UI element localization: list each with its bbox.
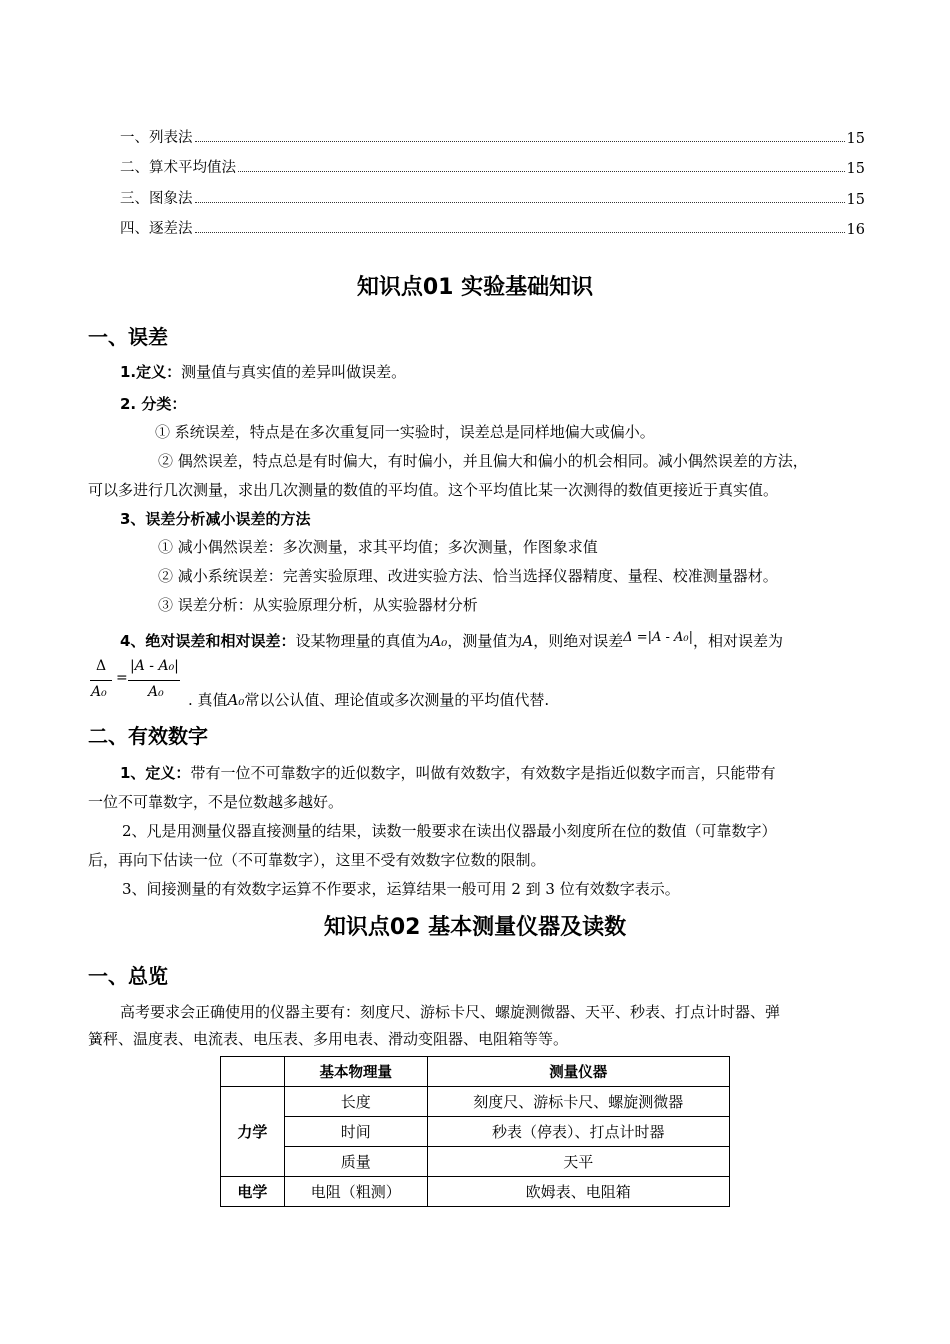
header-category	[221, 1057, 285, 1087]
toc-entry[interactable]	[120, 147, 865, 178]
overview-text-2: 簧秤、温度表、电流表、电压表、多用电表、滑动变阻器、电阻箱等等。	[88, 1030, 569, 1048]
true-value-note	[188, 690, 549, 710]
sig-fig-label: 1、定义：	[120, 764, 191, 782]
toc-entry[interactable]	[120, 116, 865, 147]
method-item-3: ③ 误差分析：从实验原理分析，从实验器材分析	[158, 596, 478, 614]
toc-page-number: 15	[846, 161, 865, 177]
quantity-cell: 长度	[284, 1087, 427, 1117]
section-title-basics: 知识点01 实验基础知识	[356, 275, 594, 300]
table-header-row	[221, 1057, 730, 1087]
fraction-numerator-abs: |A - A₀|	[130, 658, 179, 674]
random-error-text-2: 可以多进行几次测量，求出几次测量的数值的平均值。这个平均值比某一次测得的数值更接近于真实值。	[88, 481, 779, 499]
sig-fig-definition-2: 一位不可靠数字，不是位数越多越好。	[88, 793, 344, 811]
instrument-cell: 刻度尺、游标卡尺、螺旋测微器	[427, 1087, 729, 1117]
error-definition	[120, 362, 406, 382]
fraction-denominator: A₀	[91, 684, 107, 700]
random-error-text-1: ② 偶然误差，特点总是有时偏大，有时偏小，并且偏大和偏小的机会相同。减小偶然误差的方法，	[158, 452, 808, 470]
abs-error-text-c: ，则绝对误差	[533, 632, 624, 650]
true-value-symbol: A₀	[227, 691, 245, 709]
table-row	[221, 1177, 730, 1207]
overview-text-1: 高考要求会正确使用的仪器主要有：刻度尺、游标卡尺、螺旋测微器、天平、秒表、打点计时器、弹	[120, 1003, 781, 1021]
abs-error-text-b: ，测量值为	[447, 632, 523, 650]
quantity-cell: 质量	[284, 1147, 427, 1177]
category-electricity: 电学	[221, 1177, 285, 1207]
definition-label: 1.定义：	[120, 363, 182, 381]
table-row	[221, 1087, 730, 1117]
sig-fig-definition-1	[120, 763, 775, 783]
toc-page-number: 15	[846, 130, 865, 147]
method-label: 3、误差分析减小误差的方法	[120, 510, 311, 528]
equals-sign: =	[116, 670, 128, 686]
category-mechanics: 力学	[221, 1087, 285, 1177]
toc-label: 三、图象法	[120, 190, 193, 207]
measured-value-symbol: A	[522, 632, 534, 650]
table-of-contents	[120, 116, 865, 238]
method-item-1: ① 减小偶然误差：多次测量，求其平均值；多次测量，作图象求值	[158, 538, 598, 556]
relative-error-fraction	[88, 658, 188, 704]
toc-page-number: 16	[846, 222, 865, 238]
systematic-error-text: ① 系统误差，特点是在多次重复同一实验时，误差总是同样地偏大或偏小。	[155, 423, 655, 441]
quantity-cell: 时间	[284, 1117, 427, 1147]
abs-error-label: 4、绝对误差和相对误差：	[120, 632, 296, 650]
toc-label: 二、算术平均值法	[120, 160, 236, 176]
sig-fig-text: 带有一位不可靠数字的近似数字，叫做有效数字，有效数字是指近似数字而言，只能带有	[190, 764, 776, 782]
absolute-relative-error	[120, 631, 783, 653]
method-item-2: ② 减小系统误差：完善实验原理、改进实验方法、恰当选择仪器精度、量程、校准测量器材。	[158, 567, 778, 585]
instrument-table	[220, 1056, 730, 1207]
fraction-bar	[90, 680, 112, 681]
heading-significant-figures: 二、有效数字	[88, 724, 208, 748]
toc-page-number: 15	[846, 191, 865, 208]
fraction-numerator-delta: Δ	[96, 658, 107, 674]
toc-entry[interactable]	[120, 177, 865, 208]
heading-overview: 一、总览	[88, 964, 168, 988]
note-text-b: 常以公认值、理论值或多次测量的平均值代替.	[244, 691, 550, 709]
fraction-denominator: A₀	[148, 684, 164, 700]
quantity-cell: 电阻（粗测）	[284, 1177, 427, 1207]
sig-fig-rule-2b: 后，再向下估读一位（不可靠数字），这里不受有效数字位数的限制。	[88, 851, 546, 869]
toc-leader-dots	[195, 202, 845, 203]
toc-entry[interactable]	[120, 208, 865, 239]
header-instrument: 测量仪器	[427, 1057, 729, 1087]
instrument-cell: 秒表（停表）、打点计时器	[427, 1117, 729, 1147]
abs-error-formula: Δ =|A - A₀|	[623, 630, 694, 645]
classification-label: 2. 分类：	[120, 395, 187, 413]
fraction-bar	[128, 680, 180, 681]
heading-error: 一、误差	[88, 325, 168, 349]
toc-leader-dots	[195, 232, 845, 233]
table-row	[221, 1117, 730, 1147]
toc-leader-dots	[238, 171, 845, 172]
toc-leader-dots	[195, 141, 845, 142]
sig-fig-rule-3: 3、间接测量的有效数字运算不作要求，运算结果一般可用 2 到 3 位有效数字表示。	[122, 880, 680, 898]
header-quantity: 基本物理量	[284, 1057, 427, 1087]
toc-label: 一、列表法	[120, 129, 193, 146]
instrument-cell: 天平	[427, 1147, 729, 1177]
sig-fig-rule-2a: 2、凡是用测量仪器直接测量的结果，读数一般要求在读出仪器最小刻度所在位的数值（可靠数字）	[122, 822, 777, 840]
note-text-a: . 真值	[188, 691, 228, 709]
abs-error-text-d: ，相对误差为	[693, 632, 784, 650]
table-row	[221, 1147, 730, 1177]
section-title-instruments: 知识点02 基本测量仪器及读数	[323, 915, 627, 940]
instrument-cell: 欧姆表、电阻箱	[427, 1177, 729, 1207]
true-value-symbol: A₀	[430, 632, 448, 650]
abs-error-text-a: 设某物理量的真值为	[295, 632, 431, 650]
definition-text: 测量值与真实值的差异叫做误差。	[181, 363, 407, 381]
toc-label: 四、逐差法	[120, 221, 193, 237]
